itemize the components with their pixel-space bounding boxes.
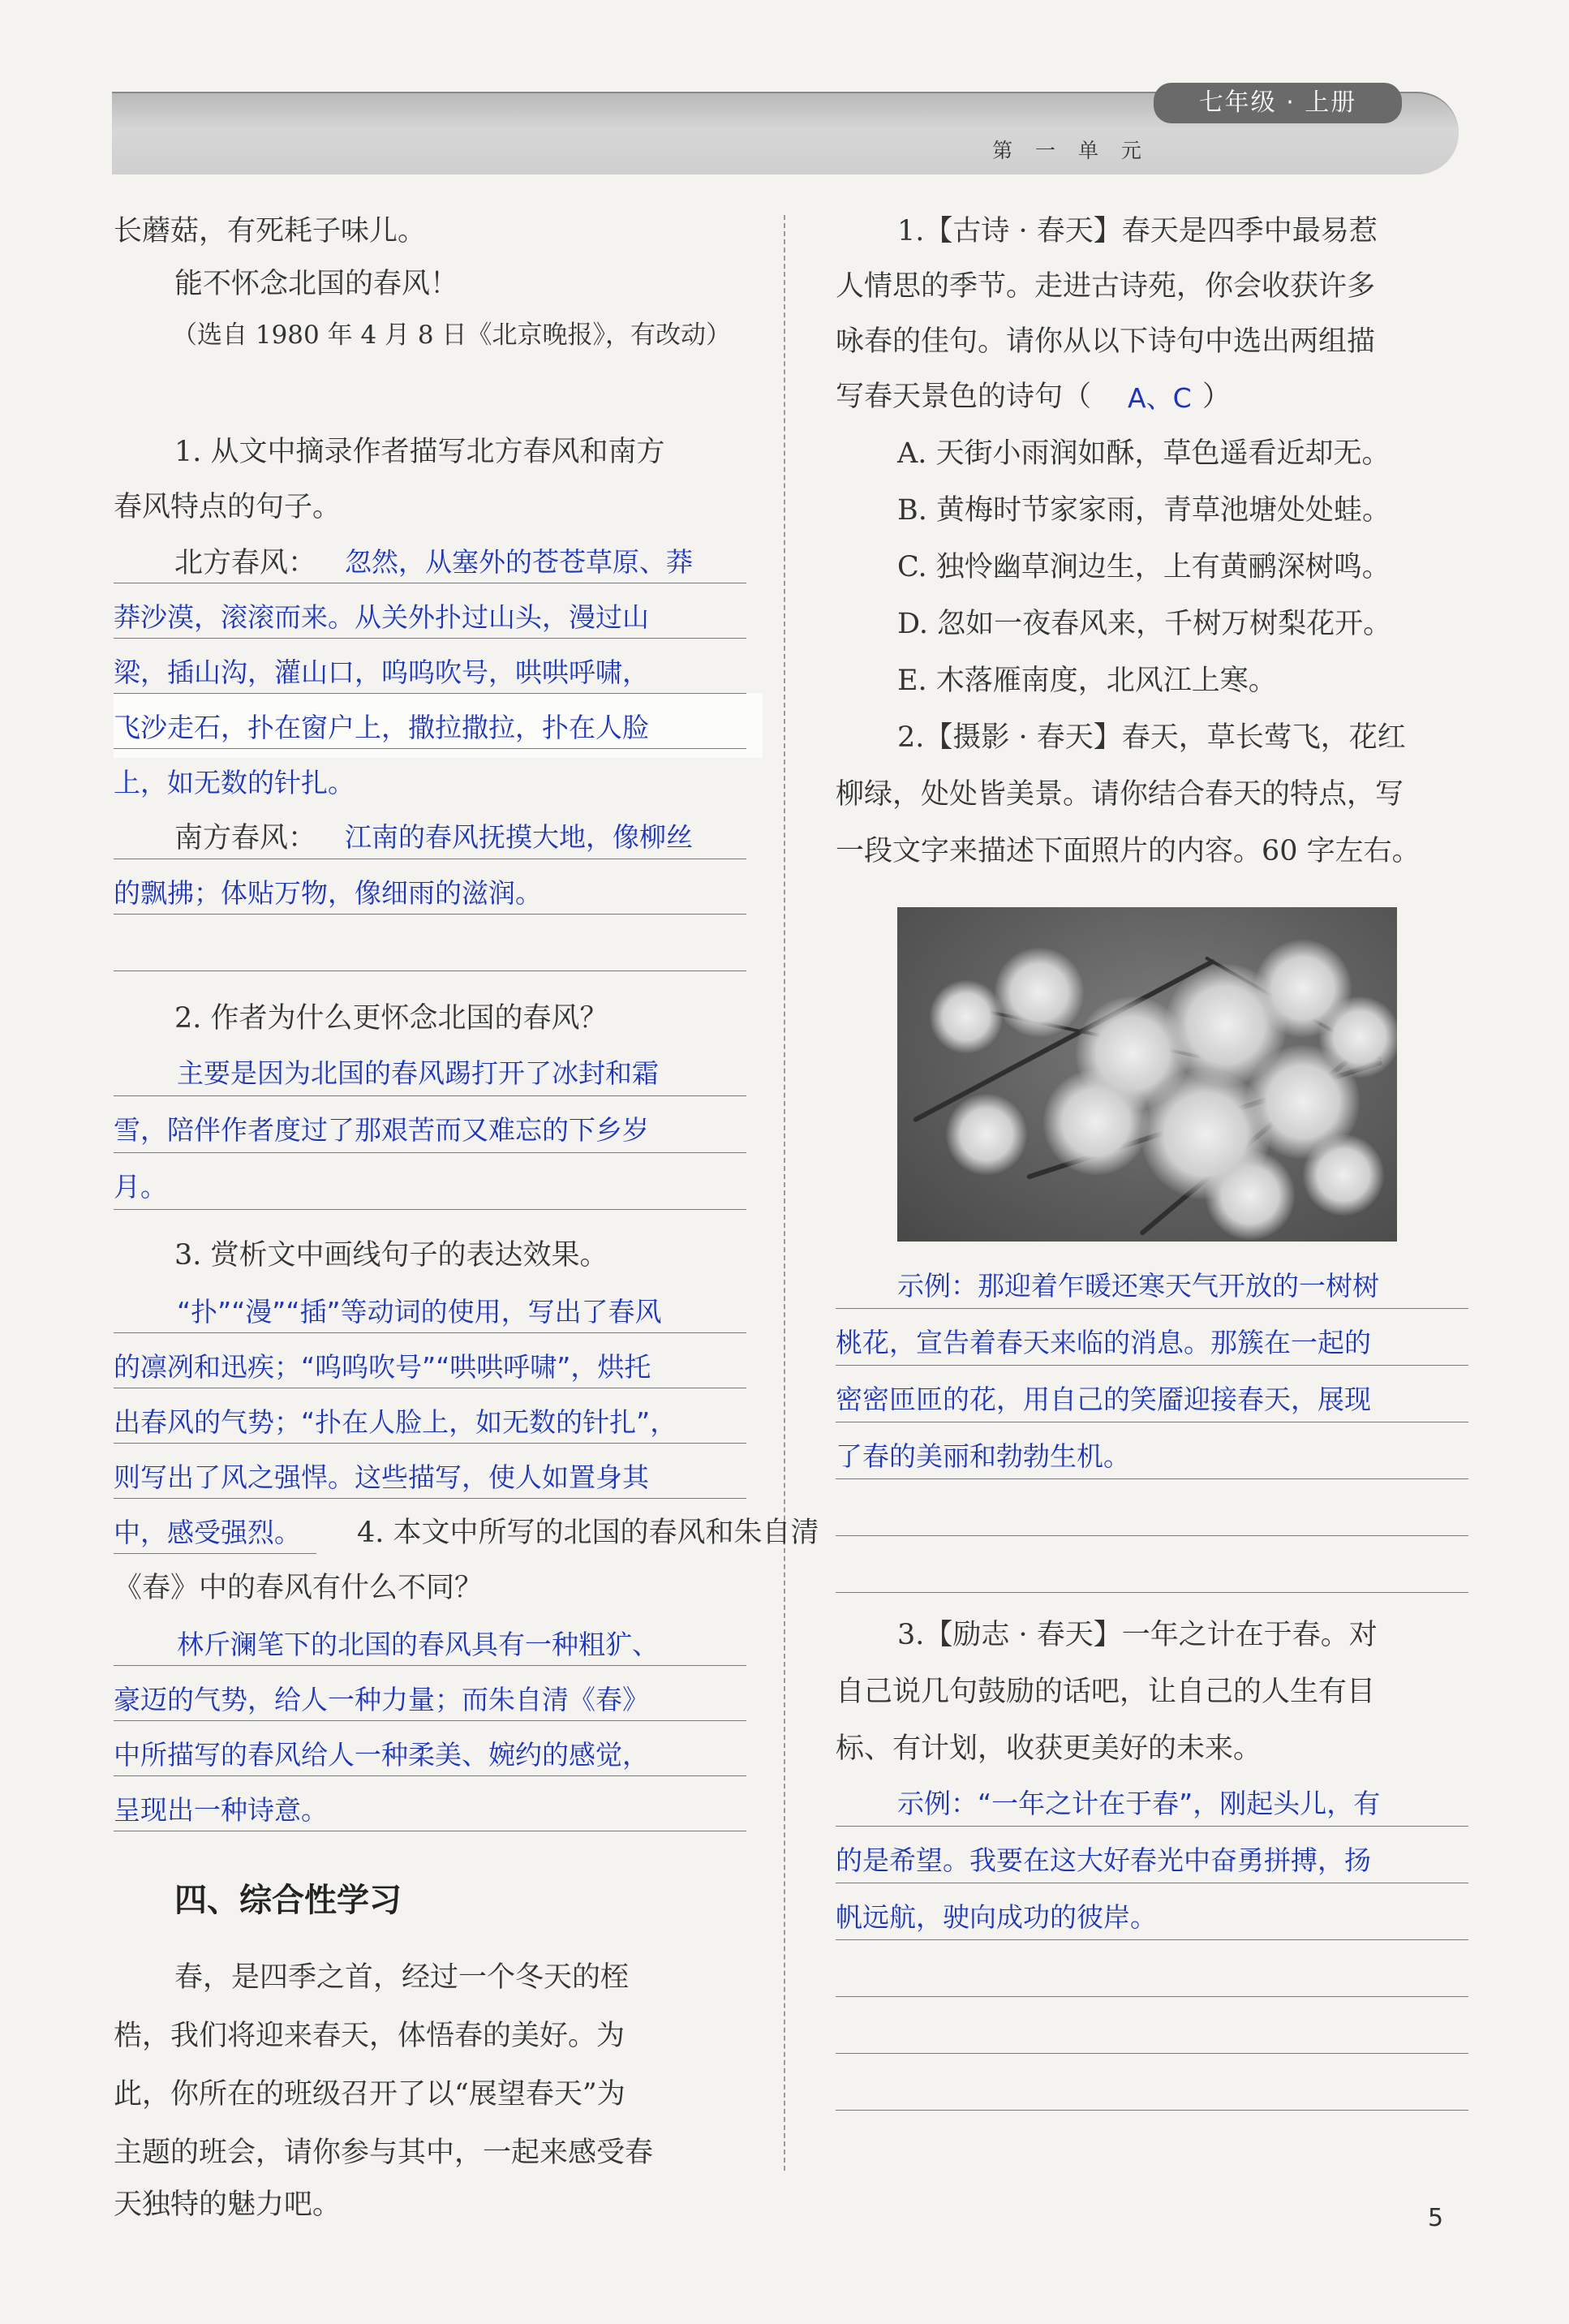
question-1-cont: 春风特点的句子。 [114, 491, 342, 523]
question-2: 2. 作者为什么更怀念北国的春风？ [174, 1002, 608, 1035]
question-r1: 写春天景色的诗句（ [836, 381, 1092, 413]
answer-rule [836, 1535, 1468, 1536]
answer-line: 中，感受强烈。 [114, 1517, 301, 1548]
answer-line: 了春的美丽和勃勃生机。 [836, 1440, 1130, 1472]
answer-rule [114, 914, 746, 915]
answer-line: 的飘拂；体贴万物，像细雨的滋润。 [114, 877, 542, 909]
answer-rule [836, 2053, 1468, 2054]
answer-rule [114, 1443, 746, 1444]
answer-line: 中所描写的春风给人一种柔美、婉约的感觉， [114, 1739, 649, 1771]
blossom-photo [897, 907, 1397, 1242]
answer-line: 月。 [114, 1171, 167, 1203]
question-r1: 咏春的佳句。请你从以下诗句中选出两组描 [836, 325, 1376, 358]
option-a: A. 天街小雨润如酥，草色遥看近却无。 [897, 437, 1391, 470]
question-r1: 1.【古诗 · 春天】春天是四季中最易惹 [897, 215, 1378, 247]
answer-rule [114, 1332, 746, 1333]
answer-line: 林斤澜笔下的北国的春风具有一种粗犷、 [177, 1629, 659, 1660]
section-title: 四、综合性学习 [174, 1882, 402, 1919]
answer-line: 示例：那迎着乍暖还寒天气开放的一树树 [897, 1270, 1379, 1302]
answer-line: 示例：“一年之计在于春”，刚起头儿，有 [897, 1788, 1381, 1819]
r1-paren: ） [1202, 381, 1232, 413]
answer-line: 上，如无数的针扎。 [114, 767, 355, 798]
answer-rule [114, 1095, 746, 1096]
answer-rule [836, 1478, 1468, 1479]
answer-line: 呈现出一种诗意。 [114, 1794, 328, 1826]
answer-rule [836, 1996, 1468, 1997]
answer-line: 雪，陪伴作者度过了那艰苦而又难忘的下乡岁 [114, 1114, 649, 1146]
question-r3: 3.【励志 · 春天】一年之计在于春。对 [897, 1619, 1378, 1651]
answer-line: 豪迈的气势，给人一种力量；而朱自清《春》 [114, 1684, 649, 1715]
answer-rule [114, 693, 746, 694]
option-e: E. 木落雁南度，北风江上寒。 [897, 665, 1277, 697]
page-number: 5 [1428, 2204, 1444, 2232]
grade-tab: 七年级 · 上册 [1154, 83, 1402, 123]
answer-rule [836, 1592, 1468, 1593]
answer-line: 忽然，从塞外的苍苍草原、莽 [345, 546, 693, 578]
text-line: 能不怀念北国的春风！ [174, 268, 459, 300]
question-1: 1. 从文中摘录作者描写北方春风和南方 [174, 436, 665, 468]
question-3: 3. 赏析文中画线句子的表达效果。 [174, 1239, 608, 1272]
question-r3: 标、有计划，收获更美好的未来。 [836, 1732, 1262, 1765]
answer-rule [114, 1152, 746, 1153]
column-divider [784, 215, 785, 2171]
answer-rule [836, 1365, 1468, 1366]
answer-line: 莽沙漠，滚滚而来。从关外扑过山头，漫过山 [114, 601, 649, 633]
question-r2: 2.【摄影 · 春天】春天，草长莺飞，花红 [897, 721, 1406, 754]
answer-line: 桃花，宣告着春天来临的消息。那簇在一起的 [836, 1327, 1371, 1358]
unit-title: 第 一 单 元 [992, 139, 1150, 162]
text-line: 长蘑菇，有死耗子味儿。 [114, 215, 427, 247]
intro-line: 春，是四季之首，经过一个冬天的桎 [174, 1961, 630, 1994]
answer-rule [114, 748, 746, 749]
answer-rule [114, 1209, 746, 1210]
question-r1: 人情思的季节。走进古诗苑，你会收获许多 [836, 270, 1376, 303]
question-r2: 柳绿，处处皆美景。请你结合春天的特点，写 [836, 778, 1404, 811]
answer-line: 的凛冽和迅疾；“呜呜吹号”“哄哄呼啸”，烘托 [114, 1351, 651, 1383]
intro-line: 此，你所在的班级召开了以“展望春天”为 [114, 2078, 625, 2111]
answer-line: 梁，插山沟，灌山口，呜呜吹号，哄哄呼啸， [114, 656, 649, 688]
answer-rule [114, 1553, 316, 1554]
answer-line: 主要是因为北国的春风踢打开了冰封和霜 [177, 1057, 659, 1089]
option-b: B. 黄梅时节家家雨，青草池塘处处蛙。 [897, 494, 1391, 527]
question-r2: 一段文字来描述下面照片的内容。60 字左右。 [836, 835, 1421, 867]
intro-line: 梏，我们将迎来春天，体悟春的美好。为 [114, 2020, 625, 2052]
answer-rule [114, 1720, 746, 1721]
answer-line: 密密匝匝的花，用自己的笑靥迎接春天，展现 [836, 1384, 1371, 1415]
question-r3: 自己说几句鼓励的话吧，让自己的人生有目 [836, 1676, 1376, 1708]
answer-line: 帆远航，驶向成功的彼岸。 [836, 1901, 1157, 1933]
answer-line: 则写出了风之强悍。这些描写，使人如置身其 [114, 1461, 649, 1493]
answer-line: 飞沙走石，扑在窗户上，撒拉撒拉，扑在人脸 [114, 712, 649, 743]
question-4-cont: 《春》中的春风有什么不同？ [114, 1572, 484, 1604]
answer-rule [114, 1665, 746, 1666]
answer-line: “扑”“漫”“插”等动词的使用，写出了春风 [177, 1296, 662, 1328]
answer-rule [114, 1775, 746, 1776]
answer-rule [836, 1826, 1468, 1827]
intro-line: 主题的班会，请你参与其中，一起来感受春 [114, 2137, 654, 2169]
answer-rule [114, 638, 746, 639]
answer-rule [836, 1939, 1468, 1940]
answer-line: 出春风的气势；“扑在人脸上，如无数的针扎”， [114, 1406, 677, 1438]
option-d: D. 忽如一夜春风来，千树万树梨花开。 [897, 608, 1392, 640]
north-label: 北方春风： [174, 547, 317, 579]
intro-line: 天独特的魅力吧。 [114, 2188, 342, 2221]
source-note: （选自 1980 年 4 月 8 日《北京晚报》，有改动） [172, 321, 731, 350]
option-c: C. 独怜幽草涧边生，上有黄鹂深树鸣。 [897, 551, 1391, 583]
r1-answer: A、C [1128, 382, 1192, 414]
south-label: 南方春风： [174, 822, 317, 854]
answer-rule [114, 970, 746, 971]
answer-line: 的是希望。我要在这大好春光中奋勇拼搏，扬 [836, 1844, 1371, 1876]
answer-rule [836, 2110, 1468, 2111]
answer-line: 江南的春风抚摸大地，像柳丝 [345, 821, 693, 853]
answer-rule [114, 1498, 746, 1499]
question-4: 4. 本文中所写的北国的春风和朱自清 [357, 1517, 819, 1549]
answer-rule [836, 1308, 1468, 1309]
